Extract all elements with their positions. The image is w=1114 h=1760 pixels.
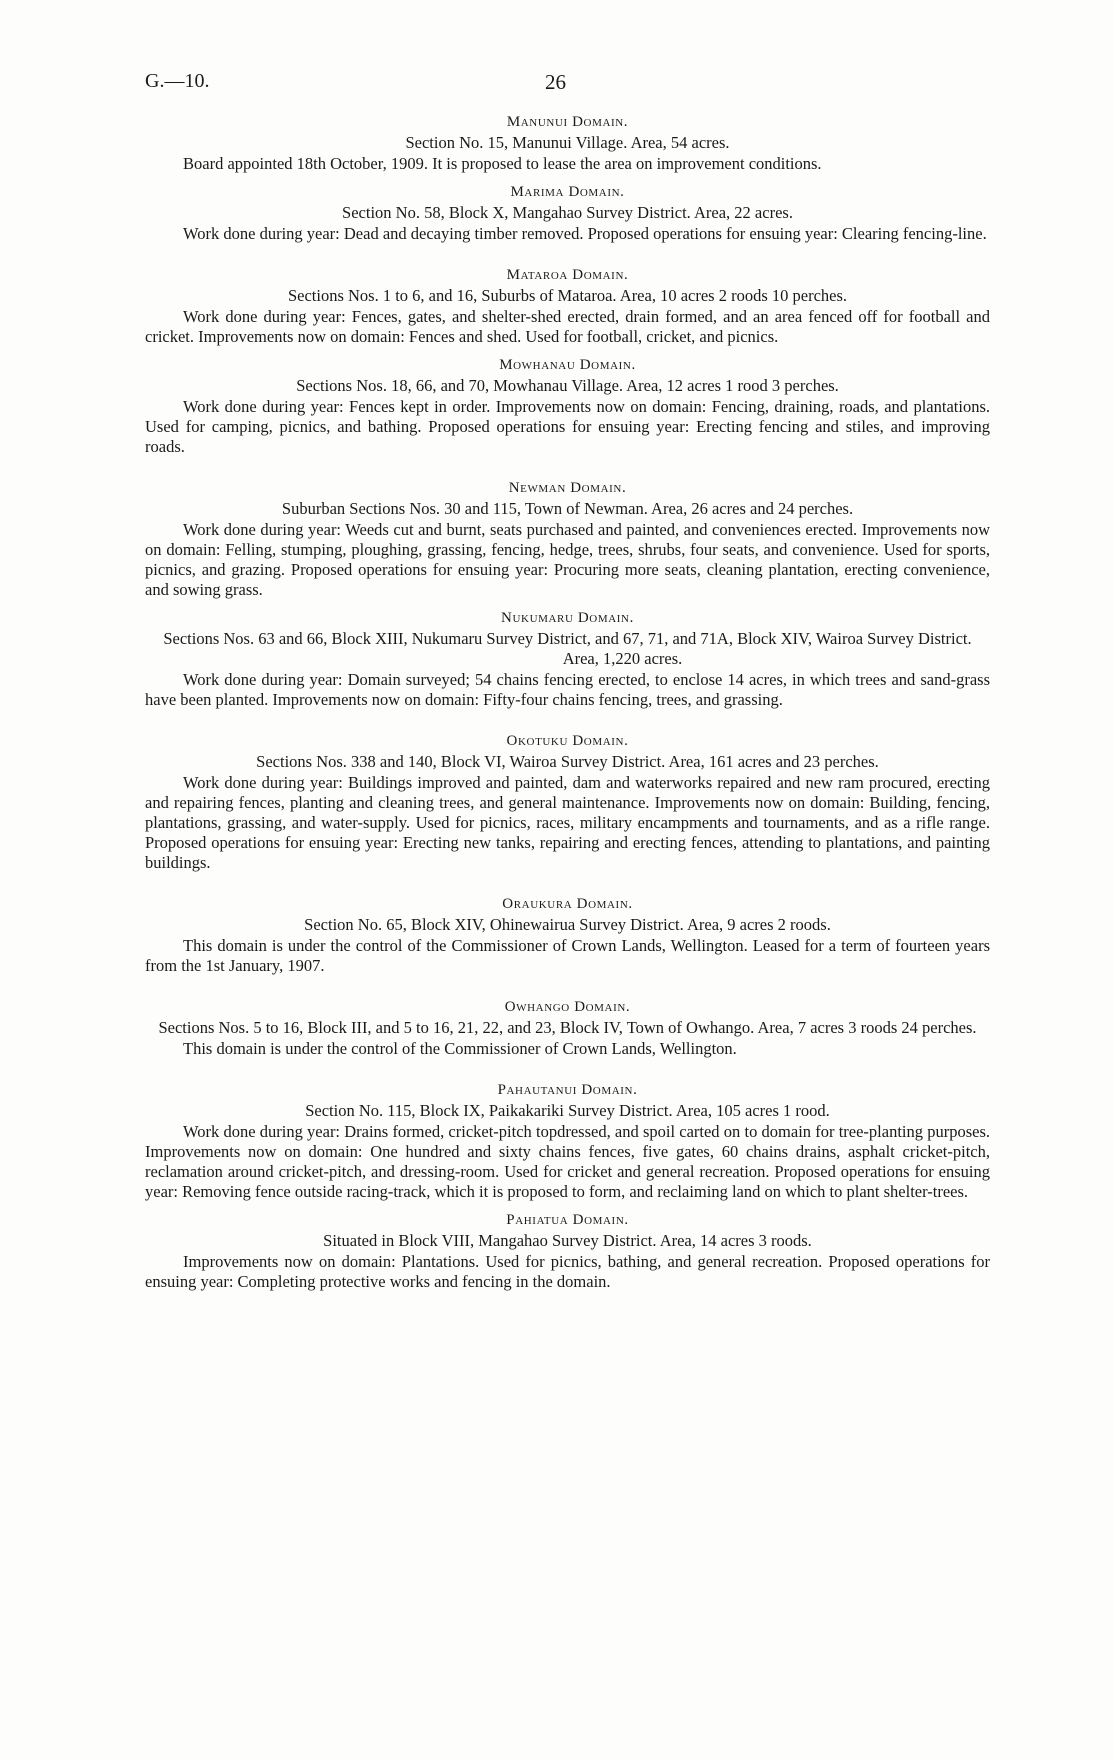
domain-section-pahiatua — [145, 1211, 990, 1292]
section-title: Newman Domain. — [508, 480, 627, 496]
section-text: Work done during year: Fences, gates, and shelter-shed erected, drain formed, and an area fenced off for football and cricket. Improvements now on domain: Fences and shed. Used for football, cricket, and picnics. — [145, 307, 990, 346]
domain-section-owhango — [145, 998, 990, 1059]
domain-section-mowhanau — [145, 356, 990, 457]
domain-section-manunui — [145, 113, 990, 174]
section-text: Work done during year: Drains formed, cricket-pitch topdressed, and spoil carted on to domain for tree-planting purposes. Improvements now on domain: One hundred and sixty chains fences, five gates, 60 chains drains, asphalt cricket-pitch, reclamation around cricket-pitch, and dressing-room. Used for cricket and general recreation. Proposed operations for ensuing year: Removing fence outside racing-track, which it is proposed to form, and reclaiming land on which to plant shelter-trees. — [145, 1122, 990, 1201]
section-location: Situated in Block VIII, Mangahao Survey District. Area, 14 acres 3 roods. — [323, 1231, 812, 1250]
section-text: Board appointed 18th October, 1909. It is proposed to lease the area on improvement conditions. — [183, 154, 822, 173]
section-text: Work done during year: Domain surveyed; 54 chains fencing erected, to enclose 14 acres, in which trees and sand-grass have been planted. Improvements now on domain: Fifty-four chains fencing, trees, and grassing. — [145, 670, 990, 709]
domain-section-pahautanui — [145, 1081, 990, 1202]
section-text: Work done during year: Fences kept in order. Improvements now on domain: Fencing, draining, roads, and plantations. Used for camping, picnics, and bathing. Proposed operations for ensuing year: Erecting fencing and stiles, and improving roads. — [145, 397, 990, 456]
section-text: Work done during year: Dead and decaying timber removed. Proposed operations for ensuing year: Clearing fencing-line. — [183, 224, 987, 243]
report-reference: G.—10. — [145, 70, 210, 92]
section-title: Mataroa Domain. — [506, 267, 629, 283]
section-location: Sections Nos. 338 and 140, Block VI, Wairoa Survey District. Area, 161 acres and 23 perches. — [256, 752, 879, 771]
section-location: Sections Nos. 1 to 6, and 16, Suburbs of Mataroa. Area, 10 acres 2 roods 10 perches. — [287, 286, 848, 305]
section-location: Section No. 58, Block X, Mangahao Survey District. Area, 22 acres. — [342, 203, 793, 222]
section-title: Pahiatua Domain. — [506, 1212, 629, 1228]
domain-section-marima — [145, 183, 990, 244]
section-location: Section No. 15, Manunui Village. Area, 54 acres. — [405, 133, 730, 152]
domain-section-oraukura — [145, 895, 990, 976]
section-text: Work done during year: Weeds cut and burnt, seats purchased and painted, and conveniences erected. Improvements now on domain: Felling, stumping, ploughing, grassing, fencing, hedge, trees, shrubs, four seats, and convenience. Used for sports, picnics, and grazing. Proposed operations for ensuing year: Procuring more seats, cleaning plantation, erecting convenience, and sowing grass. — [145, 520, 990, 599]
section-text: Work done during year: Buildings improved and painted, dam and waterworks repaired and new ram procured, erecting and repairing fences, planting and cleaning trees, and general maintenance. Improvements now on domain: Building, fencing, plantations, grassing, and water-supply. Used for picnics, races, military encampments and tournaments, and as a rifle range. Proposed operations for ensuing year: Erecting new tanks, repairing and erecting fences, attending to plantations, and painting buildings. — [145, 773, 990, 872]
section-title: Mowhanau Domain. — [499, 357, 636, 373]
section-location: Sections Nos. 5 to 16, Block III, and 5 to 16, 21, 22, and 23, Block IV, Town of Owhango. Area, 7 acres 3 roods 24 perches. — [158, 1018, 977, 1037]
section-title: Owhango Domain. — [504, 999, 631, 1015]
section-text: Improvements now on domain: Plantations. Used for picnics, bathing, and general recreation. Proposed operations for ensuing year: Completing protective works and fencing in the domain. — [145, 1252, 990, 1291]
section-location: Suburban Sections Nos. 30 and 115, Town of Newman. Area, 26 acres and 24 perches. — [281, 499, 854, 518]
document-body — [145, 113, 990, 1292]
section-location: Section No. 115, Block IX, Paikakariki Survey District. Area, 105 acres 1 rood. — [305, 1101, 830, 1120]
section-title: Okotuku Domain. — [506, 733, 629, 749]
section-title: Oraukura Domain. — [502, 896, 633, 912]
section-title: Pahautanui Domain. — [497, 1082, 638, 1098]
domain-section-mataroa — [145, 266, 990, 347]
section-title: Nukumaru Domain. — [501, 610, 634, 626]
domain-section-newman — [145, 479, 990, 600]
section-title: Manunui Domain. — [506, 114, 629, 130]
section-location: Sections Nos. 63 and 66, Block XIII, Nukumaru Survey District, and 67, 71, and 71A, Block XIV, Wairoa Survey District. Area, 1,220 acres. — [163, 629, 972, 668]
section-text: This domain is under the control of the Commissioner of Crown Lands, Wellington. Leased for a term of fourteen years from the 1st January, 1907. — [145, 936, 990, 975]
page-number: 26 — [545, 70, 566, 94]
section-location: Sections Nos. 18, 66, and 70, Mowhanau Village. Area, 12 acres 1 rood 3 perches. — [296, 376, 839, 395]
section-text: This domain is under the control of the Commissioner of Crown Lands, Wellington. — [183, 1039, 737, 1058]
section-location: Section No. 65, Block XIV, Ohinewairua Survey District. Area, 9 acres 2 roods. — [304, 915, 831, 934]
domain-section-nukumaru — [145, 609, 990, 710]
section-title: Marima Domain. — [510, 184, 625, 200]
domain-section-okotuku — [145, 732, 990, 873]
